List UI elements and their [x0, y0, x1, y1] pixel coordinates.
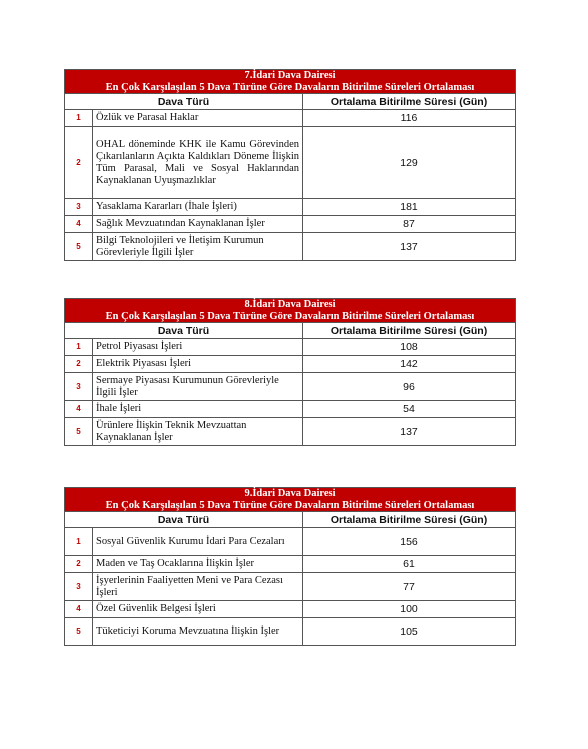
case-type: Petrol Piyasası İşleri [93, 339, 303, 356]
table-row [65, 373, 516, 401]
column-header-dava-turu: Dava Türü [65, 94, 303, 110]
case-type: Elektrik Piyasası İşleri [93, 356, 303, 373]
row-number: 5 [65, 618, 93, 646]
case-type: Sağlık Mevzuatından Kaynaklanan İşler [93, 216, 303, 233]
table-title-line1: 7.İdari Dava Dairesi [244, 70, 336, 81]
table-title [65, 488, 516, 512]
table-row [65, 199, 516, 216]
average-days: 137 [303, 418, 516, 446]
row-number: 4 [65, 401, 93, 418]
row-number: 2 [65, 356, 93, 373]
table-title-line1: 8.İdari Dava Dairesi [244, 299, 336, 310]
column-header-ortalama-sure: Ortalama Bitirilme Süresi (Gün) [303, 94, 516, 110]
table-row [65, 127, 516, 199]
table-row [65, 528, 516, 556]
average-days: 105 [303, 618, 516, 646]
table-title-line2: En Çok Karşılaşılan 5 Dava Türüne Göre Davaların Bitirilme Süreleri Ortalaması [105, 499, 475, 511]
table-row [65, 601, 516, 618]
table-row [65, 233, 516, 261]
row-number: 4 [65, 216, 93, 233]
case-type: Maden ve Taş Ocaklarına İlişkin İşler [93, 556, 303, 573]
average-days: 108 [303, 339, 516, 356]
table-header-row [65, 94, 516, 110]
row-number: 2 [65, 127, 93, 199]
row-number: 1 [65, 339, 93, 356]
case-type: OHAL döneminde KHK ile Kamu Görevinden Çıkarılanların Açıkta Kaldıkları Döneme İlişkin Tüm Parasal, Mali ve Sosyal Haklarından Kaynaklanan Uyuşmazlıklar [93, 127, 303, 199]
average-days: 116 [303, 110, 516, 127]
row-number: 2 [65, 556, 93, 573]
table-row [65, 401, 516, 418]
table-title-row [65, 299, 516, 323]
row-number: 5 [65, 418, 93, 446]
average-days: 137 [303, 233, 516, 261]
average-days: 87 [303, 216, 516, 233]
case-type: Özlük ve Parasal Haklar [93, 110, 303, 127]
column-header-dava-turu: Dava Türü [65, 323, 303, 339]
table-row [65, 573, 516, 601]
row-number: 3 [65, 573, 93, 601]
table-title-line2: En Çok Karşılaşılan 5 Dava Türüne Göre Davaların Bitirilme Süreleri Ortalaması [105, 81, 475, 93]
average-days: 156 [303, 528, 516, 556]
case-type: İhale İşleri [93, 401, 303, 418]
row-number: 4 [65, 601, 93, 618]
case-type: Sosyal Güvenlik Kurumu İdari Para Cezaları [93, 528, 303, 556]
average-days: 96 [303, 373, 516, 401]
row-number: 3 [65, 199, 93, 216]
table-title-line1: 9.İdari Dava Dairesi [244, 488, 336, 499]
case-type: Ürünlere İlişkin Teknik Mevzuattan Kaynaklanan İşler [93, 418, 303, 446]
average-days: 61 [303, 556, 516, 573]
case-type: Özel Güvenlik Belgesi İşleri [93, 601, 303, 618]
table-9-idari-dava-dairesi [64, 487, 516, 646]
table-header-row [65, 512, 516, 528]
table-title-row [65, 488, 516, 512]
case-type: Yasaklama Kararları (İhale İşleri) [93, 199, 303, 216]
table-title [65, 70, 516, 94]
case-type: Tüketiciyi Koruma Mevzuatına İlişkin İşler [93, 618, 303, 646]
average-days: 100 [303, 601, 516, 618]
table-header-row [65, 323, 516, 339]
table-row [65, 418, 516, 446]
case-type: Sermaye Piyasası Kurumunun Görevleriyle İlgili İşler [93, 373, 303, 401]
table-row [65, 216, 516, 233]
table-row [65, 556, 516, 573]
row-number: 1 [65, 110, 93, 127]
average-days: 129 [303, 127, 516, 199]
table-row [65, 339, 516, 356]
row-number: 1 [65, 528, 93, 556]
table-7-idari-dava-dairesi [64, 69, 516, 261]
case-type: İşyerlerinin Faaliyetten Meni ve Para Cezası İşleri [93, 573, 303, 601]
table-title-line2: En Çok Karşılaşılan 5 Dava Türüne Göre Davaların Bitirilme Süreleri Ortalaması [105, 310, 475, 322]
average-days: 54 [303, 401, 516, 418]
row-number: 5 [65, 233, 93, 261]
average-days: 142 [303, 356, 516, 373]
table-row [65, 110, 516, 127]
column-header-dava-turu: Dava Türü [65, 512, 303, 528]
average-days: 181 [303, 199, 516, 216]
case-type: Bilgi Teknolojileri ve İletişim Kurumun Görevleriyle İlgili İşler [93, 233, 303, 261]
table-title-row [65, 70, 516, 94]
average-days: 77 [303, 573, 516, 601]
table-title [65, 299, 516, 323]
column-header-ortalama-sure: Ortalama Bitirilme Süresi (Gün) [303, 512, 516, 528]
column-header-ortalama-sure: Ortalama Bitirilme Süresi (Gün) [303, 323, 516, 339]
row-number: 3 [65, 373, 93, 401]
table-row [65, 618, 516, 646]
table-row [65, 356, 516, 373]
table-8-idari-dava-dairesi [64, 298, 516, 446]
